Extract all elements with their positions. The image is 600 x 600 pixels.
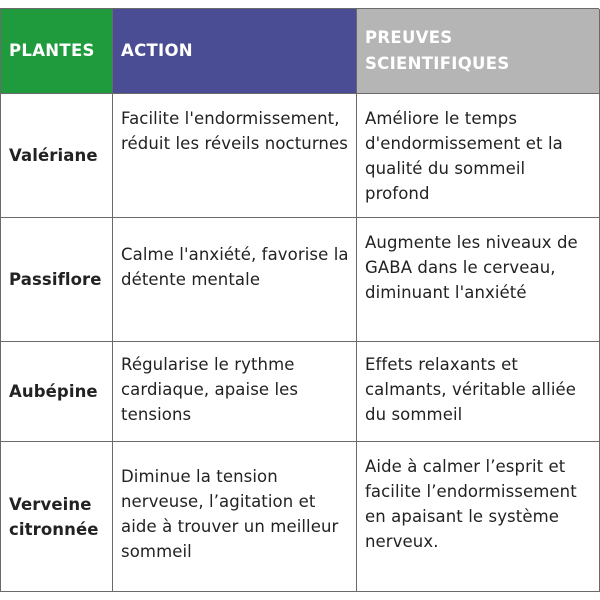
action-valeriane: Facilite l'endormissement, réduit les réveils nocturnes bbox=[113, 94, 357, 218]
header-preuves-scientifiques bbox=[357, 9, 600, 94]
plant-name-valeriane: Valériane bbox=[1, 94, 113, 218]
evidence-valeriane: Améliore le temps d'endormissement et la qualité du sommeil profond bbox=[357, 94, 600, 218]
plant-name-aubepine: Aubépine bbox=[1, 342, 113, 442]
plant-name-passiflore: Passiflore bbox=[1, 218, 113, 342]
table-grid bbox=[0, 8, 599, 592]
action-passiflore: Calme l'anxiété, favorise la détente mentale bbox=[113, 218, 357, 342]
header-plantes: PLANTES bbox=[1, 9, 113, 94]
evidence-aubepine: Effets relaxants et calmants, véritable alliée du sommeil bbox=[357, 342, 600, 442]
evidence-verveine: Aide à calmer l’esprit et facilite l’endormissement en apaisant le système nerveux. bbox=[357, 442, 600, 592]
action-aubepine: Régularise le rythme cardiaque, apaise les tensions bbox=[113, 342, 357, 442]
header-action: ACTION bbox=[113, 9, 357, 94]
header-preuves-label: PREUVES SCIENTIFIQUES bbox=[365, 28, 510, 73]
action-verveine: Diminue la tension nerveuse, l’agitation et aide à trouver un meilleur sommeil bbox=[113, 442, 357, 592]
evidence-passiflore: Augmente les niveaux de GABA dans le cerveau, diminuant l'anxiété bbox=[357, 218, 600, 342]
plant-name-verveine: Verveine citronnée bbox=[1, 442, 113, 592]
